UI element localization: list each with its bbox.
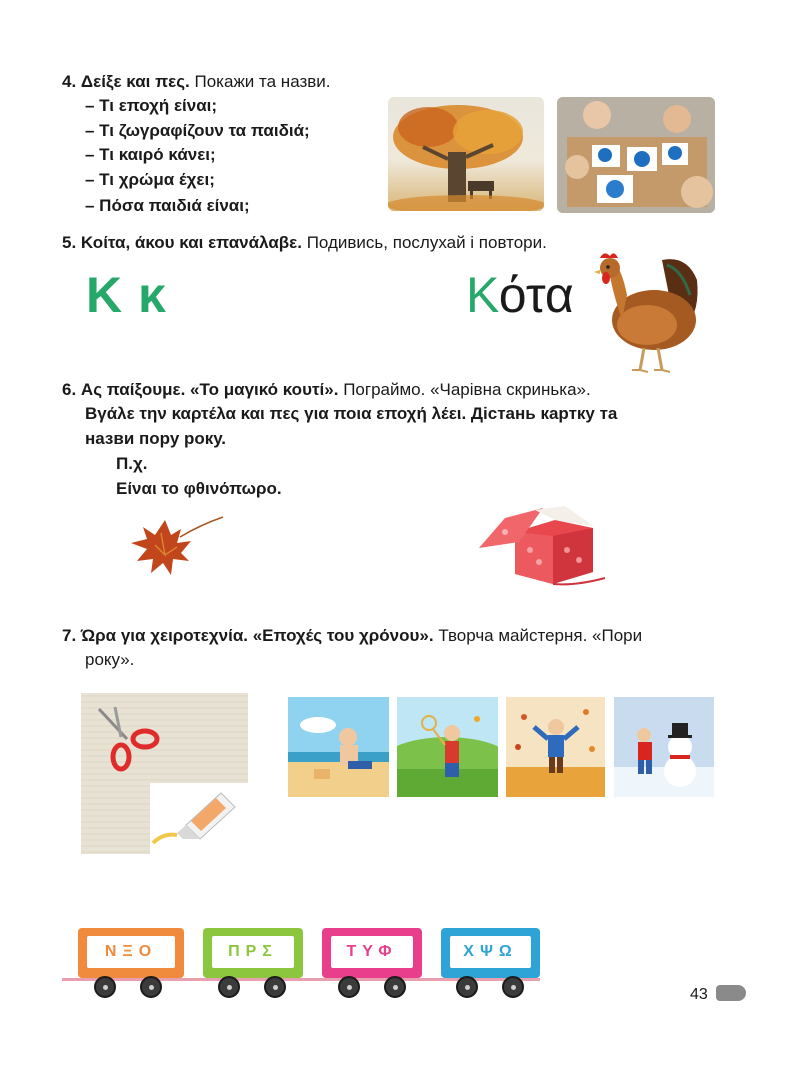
spring-season-card <box>397 697 498 797</box>
task6-line2: Βγάλε την καρτέλα και πες για ποια εποχή λέει. Дістань картку та <box>85 404 618 423</box>
task6-number: 6. <box>62 380 77 399</box>
autumn-season-card <box>506 697 605 797</box>
task4-question-3: – Τι καιρό κάνει; <box>85 145 216 164</box>
wagon-1-label: ΝΞΟ <box>87 936 175 968</box>
winter-season-card <box>614 697 714 797</box>
task7-title: Ώρα για χειροτεχνία. «Εποχές του χρόνου». <box>80 626 434 645</box>
page-tab-marker <box>716 985 746 1001</box>
wagon-3-label: ΤΥΦ <box>331 936 413 968</box>
task7-translation: Творча майстерня. «Пори <box>438 626 643 645</box>
task4-number: 4. <box>62 72 77 91</box>
task5-title: Κοίτα, άκου και επανάλαβε. <box>80 233 302 252</box>
page-number: 43 <box>690 986 708 1003</box>
wheel-icon <box>218 976 240 998</box>
hen-illustration <box>592 250 702 375</box>
train-wagon-2 <box>203 928 303 978</box>
task4-question-1: – Τι εποχή είναι; <box>85 96 218 115</box>
task5-number: 5. <box>62 233 77 252</box>
train-wagon-3 <box>322 928 422 978</box>
wheel-icon <box>502 976 524 998</box>
task6-heading <box>62 378 591 402</box>
wheel-icon <box>94 976 116 998</box>
task4-translation: Покажи та назви. <box>194 72 331 91</box>
train-wagon-1 <box>78 928 184 978</box>
task4-heading <box>62 70 331 94</box>
big-letter-k: Κ κ <box>86 267 167 323</box>
magic-box-illustration <box>475 500 610 588</box>
task5-translation: Подивись, послухай і повтори. <box>306 233 547 252</box>
task7-line2: року». <box>85 650 135 669</box>
word-kota <box>466 266 574 324</box>
autumn-tree-photo <box>388 97 544 211</box>
task4-question-4: – Τι χρώμα έχει; <box>85 170 215 189</box>
task4-question-5: – Πόσα παιδιά είναι; <box>85 196 250 215</box>
wheel-icon <box>140 976 162 998</box>
task6-example-text: Είναι το φθινόπωρο. <box>116 479 282 498</box>
task5-heading <box>62 231 547 255</box>
task6-translation: Пограймо. «Чарівна скринька». <box>343 380 591 399</box>
task6-line3: назви пору року. <box>85 429 226 448</box>
train-wagon-4 <box>441 928 540 978</box>
wheel-icon <box>264 976 286 998</box>
task6-example-label: Π.χ. <box>116 454 148 473</box>
task7-heading <box>62 624 642 648</box>
wagon-2-label: ΠΡΣ <box>212 936 294 968</box>
task4-question-2: – Τι ζωγραφίζουν τα παιδιά; <box>85 121 310 140</box>
word-rest: ότα <box>498 267 574 323</box>
word-first-letter: Κ <box>466 267 499 323</box>
task6-title: Ας παίξουμε. «Το μαγικό κουτί». <box>80 380 339 399</box>
wheel-icon <box>338 976 360 998</box>
wheel-icon <box>456 976 478 998</box>
wheel-icon <box>384 976 406 998</box>
wagon-4-label: ΧΨΩ <box>450 936 531 968</box>
maple-leaf-illustration <box>125 515 225 585</box>
task7-number: 7. <box>62 626 77 645</box>
task4-title: Δείξε και πες. <box>80 72 190 91</box>
children-painting-photo <box>557 97 715 213</box>
summer-season-card <box>288 697 389 797</box>
craft-paper-illustration <box>81 693 248 854</box>
